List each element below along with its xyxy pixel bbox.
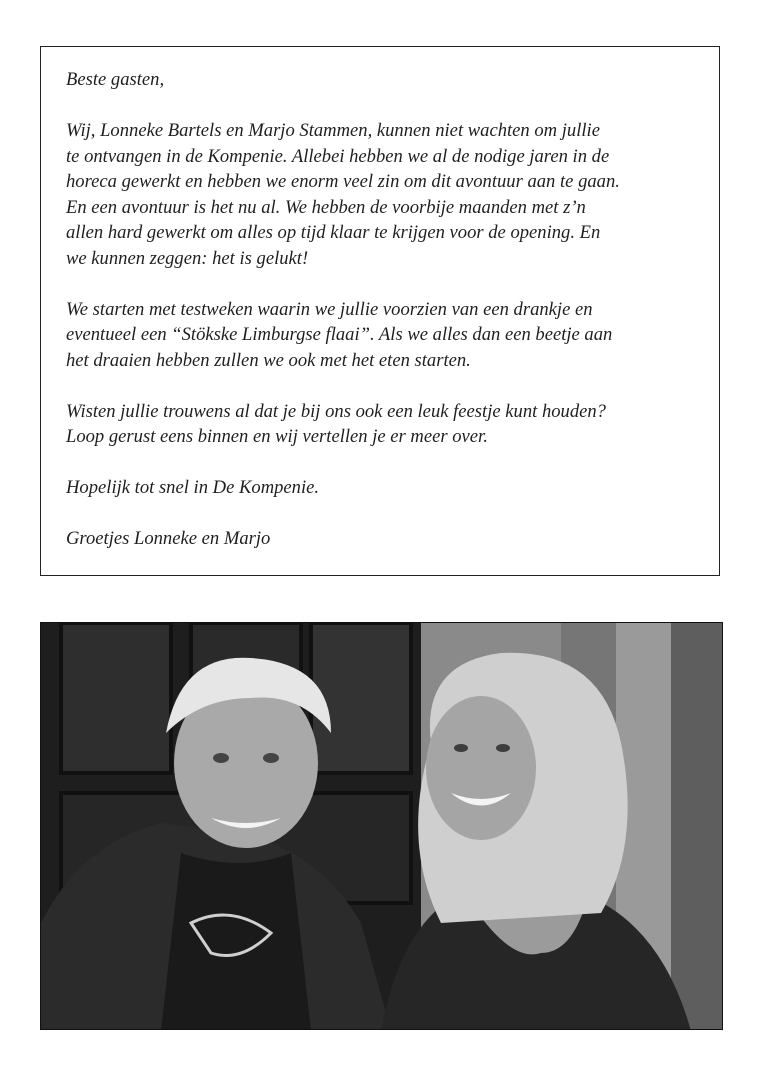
portrait-photo-illustration (41, 623, 723, 1030)
letter-paragraph-3: Wisten jullie trouwens al dat je bij ons ook een leuk feestje kunt houden? Loop gerust eens binnen en wij vertellen je er meer over. (66, 400, 606, 447)
letter-paragraph-2: We starten met testweken waarin we jullie voorzien van een drankje en eventueel een “Stökske Limburgse flaai”. Als we alles dan een beetje aan het draaien hebben zullen we ook met het eten starten. (66, 298, 613, 371)
letter-paragraph-1: Wij, Lonneke Bartels en Marjo Stammen, kunnen niet wachten om jullie te ontvangen in de Kompenie. Allebei hebben we al de nodige jaren in de horeca gewerkt en hebben we enorm veel zin om dit avontuur aan te gaan. En een avontuur is het nu al. We hebben de voorbije maanden met z’n allen hard gewerkt om alles op tijd klaar te krijgen voor de opening. En we kunnen zeggen: het is gelukt! (66, 120, 620, 269)
letter-paragraph-4: Hopelijk tot snel in De Kompenie. (66, 477, 320, 498)
letter-signature: Groetjes Lonneke en Marjo (66, 528, 271, 549)
welcome-letter (40, 46, 720, 576)
letter-greeting: Beste gasten, (66, 69, 165, 90)
portrait-photo (40, 622, 723, 1030)
